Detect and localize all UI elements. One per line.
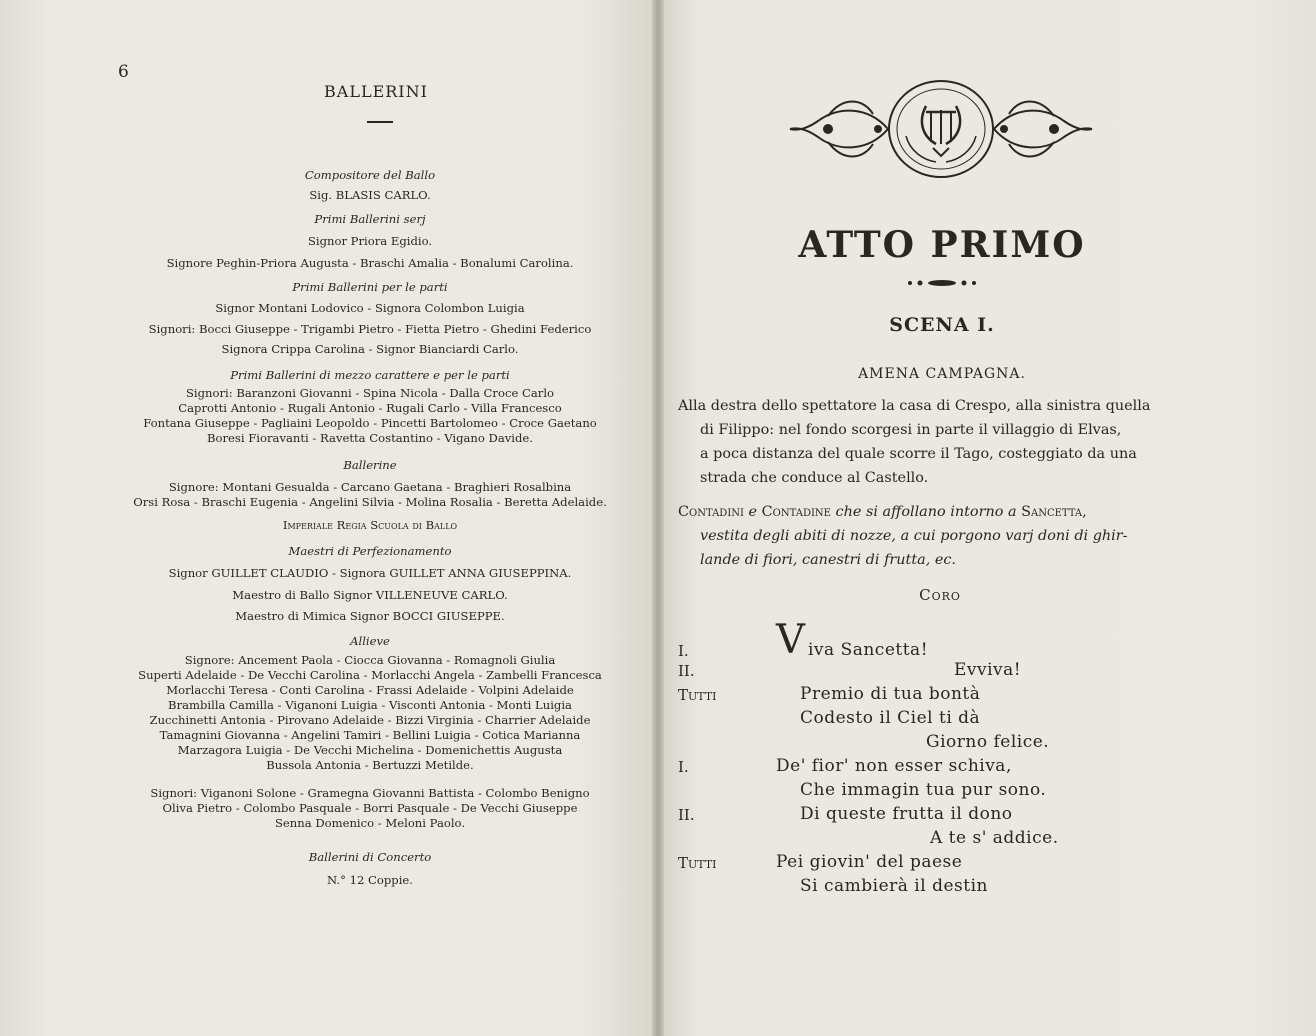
cast-line: Maestro di Ballo Signor VILLENEUVE CARLO. xyxy=(232,588,508,602)
cast-line: Primi Ballerini serj xyxy=(314,212,426,226)
cast-line: Brambilla Camilla - Viganoni Luigia - Visconti Antonia - Monti Luigia xyxy=(168,698,572,712)
verse-line: A te s' addice. xyxy=(930,828,1059,848)
cast-line: N.° 12 Coppie. xyxy=(327,873,413,887)
cast-line: Morlacchi Teresa - Conti Carolina - Frassi Adelaide - Volpini Adelaide xyxy=(166,683,574,697)
cast-line: Primi Ballerini per le parti xyxy=(292,280,448,294)
cast-line: Signor Priora Egidio. xyxy=(307,234,433,248)
description-line: a poca distanza del quale scorre il Tago, costeggiato da una xyxy=(700,446,1137,462)
verse-speaker: I. xyxy=(678,758,689,776)
cast-line: Boresi Fioravanti - Ravetta Costantino - Vigano Davide. xyxy=(207,431,533,445)
divider-ornament-icon xyxy=(906,276,978,290)
scene-setting: AMENA CAMPAGNA. xyxy=(858,366,1026,382)
cast-line: Bussola Antonia - Bertuzzi Metilde. xyxy=(266,758,474,772)
cast-line: Signora Crippa Carolina - Signor Bianciardi Carlo. xyxy=(221,342,519,356)
cast-line: Zucchinetti Antonia - Pirovano Adelaide - Bizzi Virginia - Charrier Adelaide xyxy=(149,713,591,727)
stage-direction-part: Contadini xyxy=(678,504,744,520)
verse-speaker: II. xyxy=(678,662,695,680)
lyre-ornament-icon xyxy=(788,76,1094,182)
verse-dropcap: V xyxy=(776,617,805,663)
cast-line: Orsi Rosa - Braschi Eugenia - Angelini Silvia - Molina Rosalia - Beretta Adelaide. xyxy=(133,495,607,509)
verse-line: Si cambierà il destin xyxy=(800,876,988,896)
verse-line: Giorno felice. xyxy=(926,732,1050,752)
verse-speaker: I. xyxy=(678,642,689,660)
verse-speaker: II. xyxy=(678,806,695,824)
cast-line: Primi Ballerini di mezzo carattere e per le parti xyxy=(230,368,510,382)
cast-line: Signor GUILLET CLAUDIO - Signora GUILLET ANNA GIUSEPPINA. xyxy=(168,566,572,580)
cast-line: Signore: Montani Gesualda - Carcano Gaetana - Braghieri Rosalbina xyxy=(168,480,572,494)
cast-line: Maestri di Perfezionamento xyxy=(288,544,452,558)
cast-line: Oliva Pietro - Colombo Pasquale - Borri Pasquale - De Vecchi Giuseppe xyxy=(162,801,578,815)
cast-line: Superti Adelaide - De Vecchi Carolina - Morlacchi Angela - Zambelli Francesca xyxy=(138,668,602,682)
chorus-label: Coro xyxy=(919,586,961,604)
cast-line: Fontana Giuseppe - Pagliaini Leopoldo - Pincetti Bartolomeo - Croce Gaetano xyxy=(143,416,597,430)
cast-line: Signor Montani Lodovico - Signora Colombon Luigia xyxy=(215,301,525,315)
cast-line: Ballerine xyxy=(343,458,397,472)
cast-line: Caprotti Antonio - Rugali Antonio - Rugali Carlo - Villa Francesco xyxy=(178,401,562,415)
left-heading: BALLERINI xyxy=(324,82,428,101)
heading-rule xyxy=(367,121,393,123)
stage-direction-line: lande di fiori, canestri di frutta, ec. xyxy=(700,552,956,568)
description-line: strada che conduce al Castello. xyxy=(700,470,929,486)
cast-line: Sig. BLASIS CARLO. xyxy=(309,188,431,202)
stage-direction xyxy=(678,500,1210,572)
cast-line: Imperiale Regia Scuola di Ballo xyxy=(282,518,458,532)
cast-line: Compositore del Ballo xyxy=(304,168,436,182)
cast-line: Marzagora Luigia - De Vecchi Michelina - Domenichettis Augusta xyxy=(177,743,563,757)
scene-description xyxy=(678,394,1208,490)
cast-line: Senna Domenico - Meloni Paolo. xyxy=(274,816,466,830)
cast-line: Maestro di Mimica Signor BOCCI GIUSEPPE. xyxy=(235,609,505,623)
verse-speaker: Tutti xyxy=(678,686,717,704)
verse-line: Evviva! xyxy=(954,660,1022,680)
verse-line: Di queste frutta il dono xyxy=(800,804,1013,824)
verse-line: Pei giovin' del paese xyxy=(776,852,963,872)
cast-line: Allieve xyxy=(350,634,390,648)
cast-line: Signori: Viganoni Solone - Gramegna Giovanni Battista - Colombo Benigno xyxy=(150,786,590,800)
page-number: 6 xyxy=(118,62,129,82)
stage-direction-part: Sancetta, xyxy=(1021,504,1087,520)
act-title: ATTO PRIMO xyxy=(798,224,1086,266)
verse-speaker: Tutti xyxy=(678,854,717,872)
cast-line: Signori: Bocci Giuseppe - Trigambi Pietro - Fietta Pietro - Ghedini Federico xyxy=(148,322,592,336)
verse-line: Codesto il Ciel ti dà xyxy=(800,708,981,728)
stage-direction-part: e xyxy=(743,504,762,520)
cast-line: Signori: Baranzoni Giovanni - Spina Nicola - Dalla Croce Carlo xyxy=(185,386,555,400)
description-line: Alla destra dello spettatore la casa di Crespo, alla sinistra quella xyxy=(678,398,1151,414)
stage-direction-part: Contadine xyxy=(761,504,831,520)
stage-direction-part: che si affollano intorno a xyxy=(830,504,1022,520)
cast-line: Ballerini di Concerto xyxy=(308,850,432,864)
stage-direction-line: vestita degli abiti di nozze, a cui porgono varj doni di ghir- xyxy=(700,528,1128,544)
cast-line: Signore: Ancement Paola - Ciocca Giovanna - Romagnoli Giulia xyxy=(184,653,556,667)
scene-heading: SCENA I. xyxy=(889,314,995,336)
cast-line: Tamagnini Giovanna - Angelini Tamiri - Bellini Luigia - Cotica Marianna xyxy=(159,728,581,742)
verse-line: iva Sancetta! xyxy=(808,640,929,660)
verse-line: Che immagin tua pur sono. xyxy=(800,780,1047,800)
verse-line: Premio di tua bontà xyxy=(800,684,981,704)
verse-line: De' fior' non esser schiva, xyxy=(776,756,1012,776)
description-line: di Filippo: nel fondo scorgesi in parte il villaggio di Elvas, xyxy=(700,422,1122,438)
cast-line: Signore Peghin-Priora Augusta - Braschi Amalia - Bonalumi Carolina. xyxy=(166,256,574,270)
